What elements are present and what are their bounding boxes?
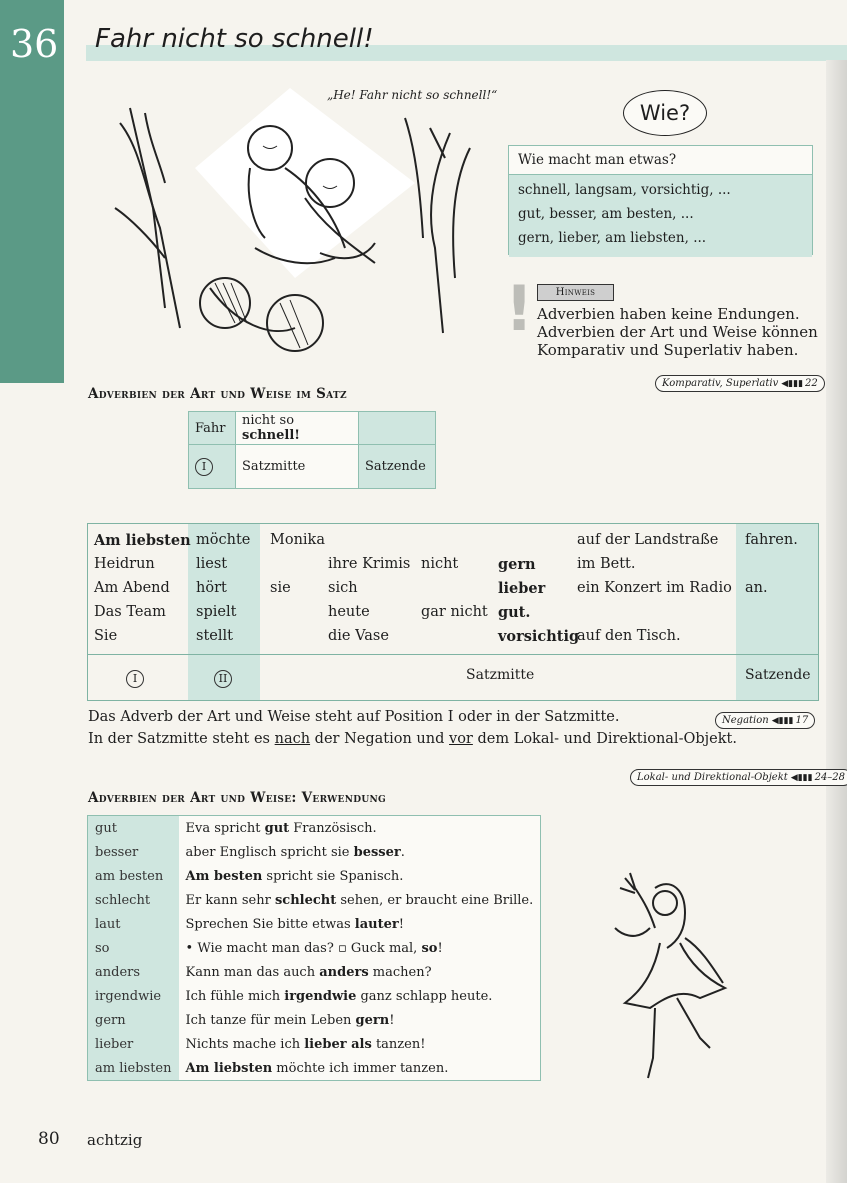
ref-negation[interactable] (715, 712, 815, 729)
usage-example-post: ! (398, 916, 404, 932)
ref-page: 17 (795, 715, 809, 726)
usage-example (179, 1032, 541, 1056)
rule-line-2 (88, 728, 737, 750)
page-title: Fahr nicht so schnell! (95, 24, 374, 54)
usage-row (88, 1056, 541, 1081)
usage-example (179, 888, 541, 912)
usage-row (88, 960, 541, 984)
usage-example-pre: Sprechen Sie bitte etwas (185, 916, 355, 932)
page-number: 80 (38, 1129, 60, 1149)
sentence-cell-adv: vorsichtig (498, 628, 580, 645)
usage-word: laut (88, 912, 179, 936)
usage-example-pre: Eva spricht (185, 820, 265, 836)
usage-word: lieber (88, 1032, 179, 1056)
usage-example-post: machen? (368, 964, 432, 980)
usage-word: gut (88, 816, 179, 841)
sentence-table (87, 523, 819, 701)
usage-word: schlecht (88, 888, 179, 912)
wie-line: gern, lieber, am liebsten, ... (518, 230, 707, 246)
usage-example-post: spricht sie Spanisch. (262, 868, 404, 884)
usage-row (88, 888, 541, 912)
sentence-cell-neg: gar nicht (421, 604, 488, 620)
sentence-cell-end: fahren. (745, 532, 798, 548)
sentence-cell-ort: auf der Landstraße (577, 532, 719, 548)
section1-heading: Adverbien der Art und Weise im Satz (88, 386, 347, 402)
ref-label: Negation (722, 715, 769, 726)
sentence-cell-verb: spielt (196, 604, 237, 620)
usage-example-post: ! (389, 1012, 395, 1028)
usage-example-post: möchte ich immer tanzen. (272, 1060, 449, 1076)
rule-line-1: Das Adverb der Art und Weise steht auf Position I oder in der Satzmitte. (88, 709, 620, 725)
usage-example-bold: gut (264, 820, 290, 836)
cell-text: nicht so (242, 413, 295, 428)
usage-example (179, 912, 541, 936)
usage-example-pre: Ich fühle mich (185, 988, 285, 1004)
rule-fragment: der Negation und (310, 731, 449, 747)
usage-example (179, 1056, 541, 1081)
usage-word: am liebsten (88, 1056, 179, 1081)
hinweis-line: Komparativ und Superlativ haben. (537, 341, 799, 359)
sentence-cell-adv: lieber (498, 580, 546, 597)
page-edge-shadow (826, 60, 847, 1183)
usage-example-bold: besser (353, 844, 401, 860)
usage-example-bold: lauter (354, 916, 399, 932)
arrow-icon: ◀▮▮▮ (771, 716, 794, 726)
usage-example-bold: Am besten (185, 868, 263, 884)
usage-example (179, 840, 541, 864)
usage-word: gern (88, 1008, 179, 1032)
wie-line: schnell, langsam, vorsichtig, ... (518, 182, 731, 198)
sentence-cell-obj: ihre Krimis (328, 556, 411, 572)
page-word: achtzig (87, 1131, 143, 1149)
exclamation-icon: ! (505, 272, 534, 345)
sentence-cell-pos1: Am Abend (94, 580, 170, 596)
usage-example (179, 984, 541, 1008)
usage-example (179, 936, 541, 960)
sentence-cell-obj: sich (328, 580, 358, 596)
section2-heading: Adverbien der Art und Weise: Verwendung (88, 790, 387, 806)
cell-satzmitte: Satzmitte (236, 445, 359, 489)
sentence-cell-pos1: Sie (94, 628, 118, 644)
usage-row (88, 816, 541, 841)
footer-satzende: Satzende (745, 667, 811, 683)
wie-question: Wie macht man etwas? (509, 146, 812, 175)
usage-example-pre: Ich tanze für mein Leben (185, 1012, 356, 1028)
sentence-cell-end: an. (745, 580, 768, 596)
chapter-number: 36 (10, 22, 59, 66)
ref-komparativ[interactable] (655, 375, 825, 392)
rule-fragment: dem Lokal- und Direktional-Objekt. (472, 731, 737, 747)
wie-badge: Wie? (623, 90, 707, 136)
arrow-icon: ◀▮▮▮ (790, 773, 813, 783)
usage-example-bold: Am liebsten (185, 1060, 273, 1076)
usage-example-post: ganz schlapp heute. (356, 988, 493, 1004)
sentence-cell-obj: die Vase (328, 628, 389, 644)
usage-example-pre: Kann man das auch (185, 964, 320, 980)
sentence-cell-ort: im Bett. (577, 556, 636, 572)
usage-row (88, 1008, 541, 1032)
sentence-cell-verb: möchte (196, 532, 251, 548)
cell-position-one (189, 445, 236, 489)
usage-example-post: sehen, er braucht eine Brille. (336, 892, 534, 908)
usage-example-pre: Er kann sehr (185, 892, 275, 908)
dancing-woman-illustration (605, 858, 735, 1088)
sentence-cell-verb: hört (196, 580, 227, 596)
sentence-cell-subj: sie (270, 580, 291, 596)
usage-example (179, 864, 541, 888)
usage-row (88, 864, 541, 888)
usage-example-post: tanzen! (371, 1036, 426, 1052)
position-marker: I (195, 458, 213, 476)
usage-table (87, 815, 541, 1081)
motorcycle-illustration (105, 88, 490, 358)
sentence-cell-ort: ein Konzert im Radio (577, 580, 732, 596)
cell-empty (359, 412, 436, 445)
sentence-cell-pos1: Heidrun (94, 556, 155, 572)
usage-example (179, 960, 541, 984)
usage-example-bold: schlecht (274, 892, 337, 908)
position-one-marker: I (126, 670, 144, 688)
usage-example-bold: irgendwie (284, 988, 357, 1004)
example-table (188, 411, 436, 489)
usage-row (88, 840, 541, 864)
usage-word: irgendwie (88, 984, 179, 1008)
usage-example (179, 816, 541, 841)
sentence-cell-verb: liest (196, 556, 228, 572)
sentence-cell-ort: auf den Tisch. (577, 628, 681, 644)
usage-word: anders (88, 960, 179, 984)
cell-satzende: Satzende (359, 445, 436, 489)
ref-label: Lokal- und Direktional-Objekt (637, 772, 788, 783)
usage-example-pre: aber Englisch spricht sie (185, 844, 354, 860)
hinweis-label: Hinweis (537, 284, 614, 301)
usage-row (88, 936, 541, 960)
sentence-cell-adv: gern (498, 556, 536, 573)
ref-label: Komparativ, Superlativ (662, 378, 779, 389)
position-two-marker: II (214, 670, 232, 688)
sentence-cell-pos1: Am liebsten (94, 532, 191, 549)
rule-underline: vor (449, 731, 473, 747)
ref-page: 22 (805, 378, 818, 389)
illustration-caption: „He! Fahr nicht so schnell!“ (327, 88, 498, 102)
sentence-cell-adv: gut. (498, 604, 531, 621)
rule-fragment: In der Satzmitte steht es (88, 731, 275, 747)
usage-example-bold: anders (319, 964, 369, 980)
cell-fahr: Fahr (189, 412, 236, 445)
usage-example-post: ! (437, 940, 443, 956)
wie-line: gut, besser, am besten, ... (518, 206, 694, 222)
footer-satzmitte: Satzmitte (466, 667, 535, 683)
hinweis-line: Adverbien haben keine Endungen. (537, 305, 800, 323)
sentence-cell-neg: nicht (421, 556, 459, 572)
usage-example-bold: so (421, 940, 438, 956)
usage-example-pre: • Wie macht man das? ▫ Guck mal, (185, 940, 422, 956)
usage-example-bold: lieber als (304, 1036, 372, 1052)
usage-row (88, 1032, 541, 1056)
usage-word: so (88, 936, 179, 960)
wie-box (508, 145, 813, 255)
sentence-cell-pos1: Das Team (94, 604, 166, 620)
ref-lokal[interactable] (630, 769, 847, 786)
arrow-icon: ◀▮▮▮ (781, 379, 804, 389)
hinweis-text (537, 305, 818, 359)
cell-nicht-so-schnell (236, 412, 359, 445)
usage-example-post: Französisch. (289, 820, 377, 836)
rule-text (88, 706, 737, 750)
rule-underline: nach (274, 731, 311, 747)
sentence-cell-subj: Monika (270, 532, 325, 548)
usage-example-bold: gern (355, 1012, 390, 1028)
usage-word: am besten (88, 864, 179, 888)
usage-example-pre: Nichts mache ich (185, 1036, 305, 1052)
usage-example-post: . (400, 844, 405, 860)
hinweis-line: Adverbien der Art und Weise können (537, 323, 818, 341)
ref-page: 24–28 (814, 772, 846, 783)
sentence-cell-obj: heute (328, 604, 370, 620)
cell-bold: schnell! (242, 428, 300, 443)
sentence-cell-verb: stellt (196, 628, 233, 644)
usage-word: besser (88, 840, 179, 864)
usage-row (88, 912, 541, 936)
usage-example (179, 1008, 541, 1032)
usage-row (88, 984, 541, 1008)
